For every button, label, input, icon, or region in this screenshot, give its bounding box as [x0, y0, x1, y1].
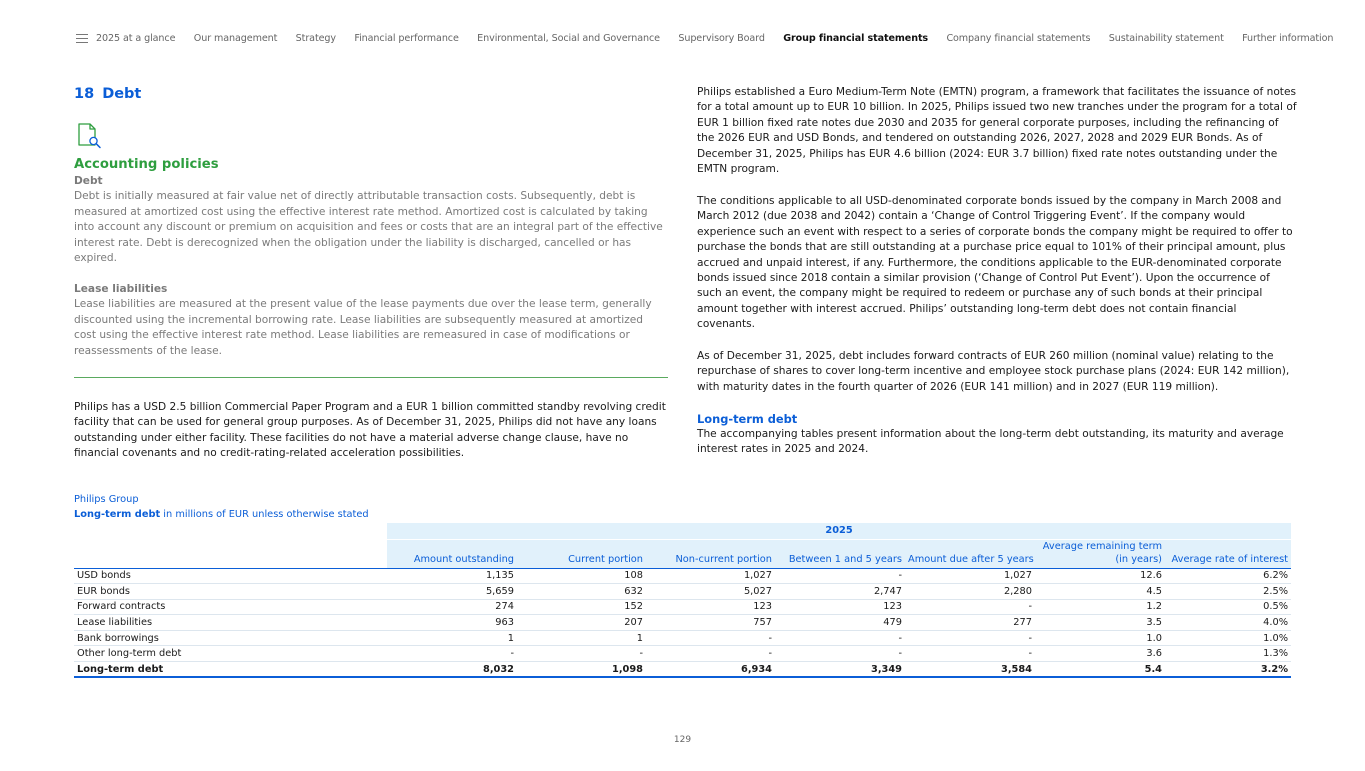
table-row [74, 615, 1291, 631]
cell-value: - [775, 568, 905, 584]
cell-value: 3.5 [1035, 615, 1165, 631]
nav-link-supervisory-board[interactable]: Supervisory Board [678, 32, 765, 44]
table-caption-company: Philips Group [74, 494, 139, 505]
col-header-avg-remaining-term [1035, 539, 1165, 568]
cell-value: 123 [775, 599, 905, 615]
section-divider [74, 377, 668, 378]
nav-link-strategy[interactable]: Strategy [295, 32, 336, 44]
cell-value: 5,659 [387, 584, 517, 600]
cell-value: - [646, 646, 775, 662]
policy-lease [74, 282, 668, 359]
cell-value: 1,027 [646, 568, 775, 584]
cell-value: 1,135 [387, 568, 517, 584]
table-year-row [74, 523, 1291, 539]
total-value: 3,349 [775, 662, 905, 678]
long-term-debt-heading: Long-term debt [697, 412, 798, 426]
table-header-blank [74, 523, 387, 539]
total-value: 1,098 [517, 662, 646, 678]
cell-value: 1.2 [1035, 599, 1165, 615]
row-label: Bank borrowings [74, 630, 387, 646]
nav-link-group-financial-statements[interactable]: Group financial statements [783, 32, 929, 44]
cell-value: 207 [517, 615, 646, 631]
cell-value: 963 [387, 615, 517, 631]
cell-value: 2,280 [905, 584, 1035, 600]
col-header-avg-remaining-term-line2: (in years) [1115, 553, 1162, 565]
page-number: 129 [673, 735, 692, 745]
cell-value: 152 [517, 599, 646, 615]
cell-value: 1 [387, 630, 517, 646]
cell-value: - [905, 630, 1035, 646]
cell-value: 108 [517, 568, 646, 584]
cell-value: 4.5 [1035, 584, 1165, 600]
nav-link-esg[interactable]: Environmental, Social and Governance [477, 32, 660, 44]
table-row [74, 568, 1291, 584]
change-of-control-paragraph: The conditions applicable to all USD-denominated corporate bonds issued by the company in March 2008 and March 2012 (due 2038 and 2042) contain a ‘Change of Control Triggering Event’. If the company would experience such an event with respect to a series of corporate bonds the company might be required to offer to purchase the bonds that are still outstanding at a purchase price equal to 101% of their principal amount, plus accrued and unpaid interest, if any. Furthermore, the conditions applicable to the EUR-denominated corporate bonds issued since 2018 contain a similar provision (‘Change of Control Put Event’). Upon the occurrence of such an event, the company might be required to redeem or purchase any of such bonds at their principal amount together with interest accrued. Philips’ outstanding long-term debt does not contain financial covenants. [697, 195, 1293, 331]
long-term-debt-paragraph: The accompanying tables present information about the long-term debt outstanding, its maturity and average interest rates in 2025 and 2024. [697, 428, 1284, 456]
nav-link-financial-performance[interactable]: Financial performance [354, 32, 459, 44]
section-name: Debt [102, 86, 142, 102]
cell-value: - [775, 630, 905, 646]
row-label: Lease liabilities [74, 615, 387, 631]
table-caption-rest: in millions of EUR unless otherwise stated [160, 508, 369, 520]
cell-value: - [905, 646, 1035, 662]
cell-value: 1.3% [1165, 646, 1291, 662]
table-caption-bold: Long-term debt [74, 508, 161, 520]
nav-link-sustainability-statement[interactable]: Sustainability statement [1108, 32, 1224, 44]
table-total-row [74, 662, 1291, 678]
cell-value: 274 [387, 599, 517, 615]
col-header-amount-outstanding: Amount outstanding [387, 539, 517, 568]
left-column [74, 86, 668, 460]
total-value: 6,934 [646, 662, 775, 678]
row-label: Forward contracts [74, 599, 387, 615]
cell-value: 6.2% [1165, 568, 1291, 584]
total-value: 3.2% [1165, 662, 1291, 678]
cell-value: 1,027 [905, 568, 1035, 584]
cell-value: 123 [646, 599, 775, 615]
total-value: 5.4 [1035, 662, 1165, 678]
table-row [74, 584, 1291, 600]
policy-lease-heading: Lease liabilities [74, 283, 168, 295]
cell-value: 2,747 [775, 584, 905, 600]
cell-value: 1.0 [1035, 630, 1165, 646]
cell-value: - [517, 646, 646, 662]
row-label: Other long-term debt [74, 646, 387, 662]
cell-value: - [775, 646, 905, 662]
table-row [74, 630, 1291, 646]
col-header-after-5-years: Amount due after 5 years [905, 539, 1035, 568]
policy-debt-heading: Debt [74, 175, 103, 187]
document-search-icon [76, 123, 102, 149]
table-caption-title [74, 508, 369, 523]
policy-lease-text: Lease liabilities are measured at the present value of the lease payments due over the lease term, generally discounted using the incremental borrowing rate. Lease liabilities are subsequently measured at amortized cost using the effective interest rate method. Lease liabilities are remeasured in case of modifications or reassessments of the lease. [74, 298, 652, 357]
row-label: USD bonds [74, 568, 387, 584]
nav-link-further-information[interactable]: Further information [1242, 32, 1334, 44]
cell-value: - [646, 630, 775, 646]
forward-contracts-paragraph: As of December 31, 2025, debt includes forward contracts of EUR 260 million (nominal value) relating to the repurchase of shares to cover long-term incentive and employee stock purchase plans (2024: EUR 142 million), with maturity dates in the fourth quarter of 2026 (EUR 141 million) and in 2027 (EUR 119 million). [697, 350, 1290, 393]
cell-value: 757 [646, 615, 775, 631]
policy-debt [74, 174, 668, 266]
section-number: 18 [74, 86, 95, 102]
cell-value: 1 [517, 630, 646, 646]
cell-value: 3.6 [1035, 646, 1165, 662]
accounting-policies-heading: Accounting policies [74, 157, 219, 172]
total-label: Long-term debt [74, 662, 387, 678]
cell-value: - [387, 646, 517, 662]
top-navigation [76, 30, 1334, 46]
commercial-paper-paragraph: Philips has a USD 2.5 billion Commercial Paper Program and a EUR 1 billion committed standby revolving credit facility that can be used for general group purposes. As of December 31, 2025, Philips did not have any loans outstanding under either facility. These facilities do not have a material adverse change clause, have no financial covenants and no credit-rating-related acceleration possibilities. [74, 401, 666, 460]
cell-value: 1.0% [1165, 630, 1291, 646]
long-term-debt-table [74, 523, 1291, 678]
col-header-avg-rate: Average rate of interest [1165, 539, 1291, 568]
col-header-avg-remaining-term-line1: Average remaining term [1042, 541, 1162, 553]
cell-value: - [905, 599, 1035, 615]
table-year-header: 2025 [387, 523, 1291, 539]
col-header-non-current-portion: Non-current portion [646, 539, 775, 568]
nav-link-company-financial-statements[interactable]: Company financial statements [946, 32, 1091, 44]
nav-link-glance[interactable]: 2025 at a glance [96, 32, 176, 44]
col-header-current-portion: Current portion [517, 539, 646, 568]
table-column-headers [74, 539, 1291, 568]
total-value: 3,584 [905, 662, 1035, 678]
table-header-blank [74, 539, 387, 568]
policy-debt-text: Debt is initially measured at fair value net of directly attributable transaction costs. Subsequently, debt is measured at amortized cost using the effective interest rate method. Amortized cost is calculated by taking into account any discount or premium on acquisition and fees or costs that are an integral part of the effective interest rate. Debt is derecognized when the obligation under the liability is discharged, cancelled or has expired. [74, 190, 663, 265]
cell-value: 2.5% [1165, 584, 1291, 600]
cell-value: 277 [905, 615, 1035, 631]
col-header-between-1-and-5: Between 1 and 5 years [775, 539, 905, 568]
section-title [74, 86, 668, 104]
cell-value: 0.5% [1165, 599, 1291, 615]
table-row [74, 646, 1291, 662]
cell-value: 632 [517, 584, 646, 600]
table-row [74, 599, 1291, 615]
row-label: EUR bonds [74, 584, 387, 600]
cell-value: 12.6 [1035, 568, 1165, 584]
total-value: 8,032 [387, 662, 517, 678]
cell-value: 479 [775, 615, 905, 631]
cell-value: 4.0% [1165, 615, 1291, 631]
nav-link-management[interactable]: Our management [193, 32, 278, 44]
table-caption [74, 493, 369, 522]
emtn-paragraph: Philips established a Euro Medium-Term Note (EMTN) program, a framework that facilitates the issuance of notes for a total amount up to EUR 10 billion. In 2025, Philips issued two new tranches under the program for a total of EUR 1 billion fixed rate notes due 2030 and 2035 for general corporate purposes, including the refinancing of the 2026 EUR and USD Bonds, and tendered on outstanding 2026, 2027, 2028 and 2029 EUR Bonds. As of December 31, 2025, Philips has EUR 4.6 billion (2024: EUR 3.7 billion) fixed rate notes outstanding under the EMTN program. [697, 86, 1297, 176]
cell-value: 5,027 [646, 584, 775, 600]
